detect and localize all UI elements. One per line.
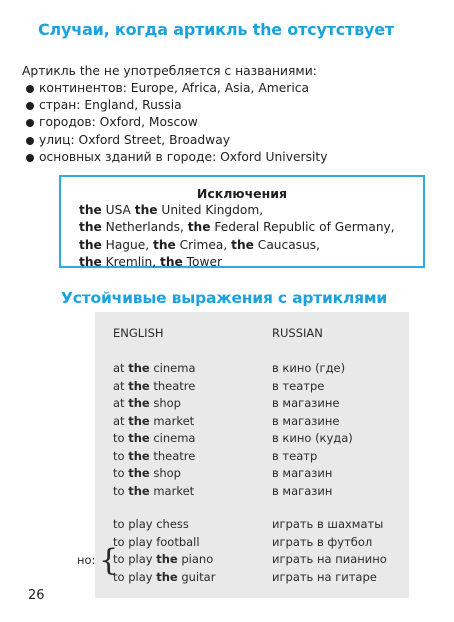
russian-translation: в кино (куда) — [272, 431, 353, 445]
list-item-text: улиц: Oxford Street, Broadway — [39, 132, 231, 147]
exception-line — [79, 202, 395, 219]
article-the: the — [79, 220, 102, 235]
exceptions-title: Исключения — [196, 186, 288, 201]
russian-translation: играть на пианино — [272, 552, 387, 566]
page-number: 26 — [28, 588, 45, 603]
english-expression: at the market — [113, 413, 195, 428]
bullet-list — [26, 80, 328, 166]
article-the: the — [128, 483, 150, 498]
bullet-icon — [26, 119, 34, 127]
exception-name: Netherlands, — [101, 220, 188, 235]
article-the: the — [231, 237, 254, 252]
list-item — [26, 149, 328, 166]
russian-translation: в магазин — [272, 483, 333, 498]
article-the: the — [153, 237, 176, 252]
intro-text: Артикль the не употребляется с названиями: — [22, 64, 317, 78]
exceptions-box — [59, 175, 425, 268]
curly-brace-icon: { — [99, 543, 119, 578]
article-the: the — [79, 203, 102, 217]
english-expression: to the theatre — [113, 448, 196, 463]
english-expression: to the cinema — [113, 431, 196, 445]
russian-translation: в театре — [272, 378, 325, 393]
english-expression: to play the guitar — [113, 569, 216, 584]
english-expression: at the theatre — [113, 378, 196, 393]
exception-name: United Kingdom, — [157, 203, 264, 217]
exception-name: Kremlin, — [101, 254, 161, 269]
article-the: the — [128, 378, 150, 393]
exception-name: Caucasus, — [253, 237, 320, 252]
russian-translation: в магазине — [272, 413, 340, 428]
russian-translation: играть в шахматы — [272, 517, 384, 531]
article-the: the — [156, 552, 178, 566]
article-the: the — [128, 413, 150, 428]
russian-translation: в кино (где) — [272, 361, 346, 375]
exception-line — [79, 254, 395, 271]
exception-name: Crimea, — [175, 237, 232, 252]
article-the: the — [128, 361, 150, 375]
list-item — [26, 97, 328, 114]
exception-name: USA — [101, 203, 135, 217]
article-the: the — [134, 203, 158, 217]
english-expression: to play the piano — [113, 552, 214, 566]
list-item-text: основных зданий в городе: Oxford University — [39, 149, 328, 164]
exceptions-lines — [79, 202, 395, 271]
article-the: the — [79, 237, 102, 252]
bullet-icon — [26, 137, 34, 145]
list-item-text: стран: England, Russia — [39, 98, 182, 113]
page-heading: Случаи, когда артикль the отсутствует — [38, 20, 394, 39]
exception-name: Tower — [182, 254, 222, 269]
bullet-icon — [26, 102, 34, 110]
english-expression: to the market — [113, 483, 195, 498]
article-the: the — [79, 254, 102, 269]
bullet-icon — [26, 154, 34, 162]
exception-line — [79, 237, 395, 254]
list-item — [26, 114, 328, 131]
column-header-russian: RUSSIAN — [272, 326, 323, 340]
list-item — [26, 132, 328, 149]
bullet-icon — [26, 85, 34, 93]
list-item-text: городов: Oxford, Moscow — [39, 115, 198, 130]
section-heading: Устойчивые выражения с артиклями — [61, 289, 388, 307]
article-the: the — [156, 569, 178, 584]
article-the: the — [128, 448, 150, 463]
english-expression: to play chess — [113, 517, 189, 531]
list-item-text: континентов: Europe, Africa, Asia, America — [39, 81, 310, 95]
russian-translation: играть на гитаре — [272, 569, 377, 584]
article-the: the — [128, 466, 150, 480]
exception-line — [79, 219, 395, 236]
russian-translation: играть в футбол — [272, 534, 373, 549]
exception-name: Federal Republic of Germany, — [210, 220, 395, 235]
article-the: the — [187, 220, 211, 235]
english-expression: at the cinema — [113, 361, 196, 375]
english-expression: to play football — [113, 534, 200, 549]
list-item — [26, 80, 328, 97]
exception-name: Hague, — [101, 237, 153, 252]
but-label: но: — [77, 553, 96, 567]
article-the: the — [160, 254, 183, 269]
english-expression: at the shop — [113, 396, 181, 410]
article-the: the — [128, 431, 150, 445]
english-expression: to the shop — [113, 466, 181, 480]
russian-translation: в магазин — [272, 466, 333, 480]
article-the: the — [128, 396, 150, 410]
russian-translation: в магазине — [272, 396, 340, 410]
russian-translation: в театр — [272, 448, 318, 463]
column-header-english: ENGLISH — [113, 326, 164, 340]
